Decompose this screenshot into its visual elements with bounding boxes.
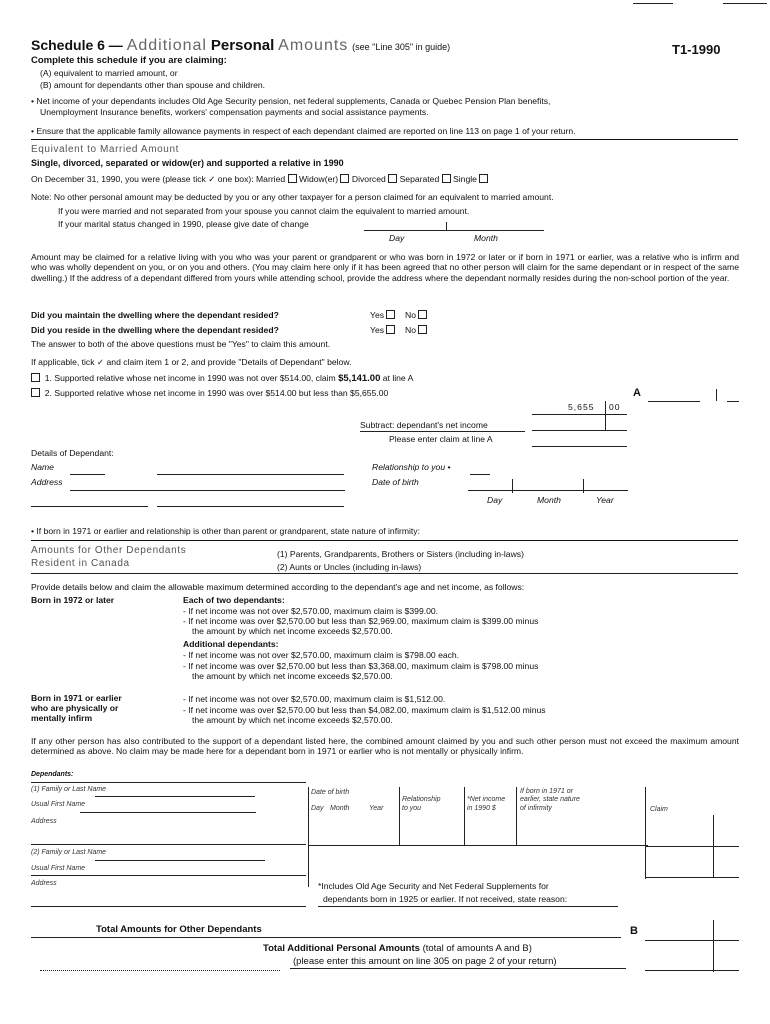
- line-b-label: B: [630, 925, 638, 937]
- dob-year: Year: [596, 495, 614, 505]
- dob-month: Month: [537, 495, 561, 505]
- address-1-label: Address: [31, 818, 57, 825]
- maintain-options: Yes No: [370, 310, 427, 320]
- equivalent-subtitle: Single, divorced, separated or widow(er) and supported a relative in 1990: [31, 158, 344, 168]
- divider: [308, 787, 309, 887]
- complete-heading: Complete this schedule if you are claiming:: [31, 55, 227, 66]
- answer-note: The answer to both of the above questions must be "Yes" to claim this amount.: [31, 339, 331, 349]
- provide-instruction: Provide details below and claim the allowable maximum determined according to the dependant's age and net income, as follows:: [31, 582, 525, 592]
- dob-day: Day: [487, 495, 503, 505]
- claim-1-field[interactable]: [645, 846, 739, 847]
- born-1972-label: Born in 1972 or later: [31, 595, 115, 605]
- question-maintain: Did you maintain the dwelling where the dependant resided?: [31, 310, 279, 320]
- support-paragraph: If any other person has also contributed to the support of a dependant listed here, the combined amount claimed by you and such other person must not exceed the maximum amount determined as above. No claim may be made here for a dependant born in 1971 or earlier who is not mentally or physically infirm.: [31, 736, 739, 756]
- col-claim: Claim: [650, 806, 668, 813]
- name-field[interactable]: [70, 474, 105, 475]
- date-change-field[interactable]: [364, 230, 544, 231]
- divider: [446, 222, 447, 230]
- col-relationship-2: to you: [402, 805, 422, 812]
- rule-3: - If net income was not over $2,570.00, maximum claim is $798.00 each.: [183, 650, 460, 660]
- maintain-no-checkbox[interactable]: [418, 310, 427, 319]
- eligibility-paragraph: Amount may be claimed for a relative living with you who was your parent or grandparent or who was born in 1972 or later or if born in 1971 or earlier, was a relative who is infirm and who was wholly dependent on you, or on you and others. (You may claim here only if it has been agreed that no other person will claim for the same dependant or in respect of the same dwelling.) If the address of a dependant differed from yours while attending school, provide the address where the dependant normally resides during the non-school portion of the year.: [31, 252, 739, 283]
- dob-field[interactable]: [468, 490, 628, 491]
- family-name-1-label: (1) Family or Last Name: [31, 786, 107, 793]
- divider: [31, 139, 738, 140]
- divider: [645, 787, 646, 879]
- each-two-label: Each of two dependants:: [183, 595, 285, 605]
- corner-mark: [723, 3, 767, 4]
- claim-field[interactable]: [532, 446, 627, 447]
- col-net-income-2: in 1990 $: [467, 805, 496, 812]
- family-name-2-label: (2) Family or Last Name: [31, 849, 107, 856]
- details-heading: Details of Dependant:: [31, 448, 114, 458]
- footnote-2: dependants born in 1925 or earlier. If not received, state reason:: [323, 894, 568, 904]
- option-2: (2) Aunts or Uncles (including in-laws): [277, 562, 422, 572]
- divider: [605, 401, 606, 431]
- name-field-2[interactable]: [157, 474, 344, 475]
- question-reside: Did you reside in the dwelling where the dependant resided?: [31, 325, 279, 335]
- corner-mark: [633, 3, 673, 4]
- total-additional-2: (please enter this amount on line 305 on page 2 of your return): [293, 956, 557, 967]
- divider: [716, 389, 717, 401]
- reside-options: Yes No: [370, 325, 427, 335]
- item-2-checkbox[interactable]: [31, 388, 40, 397]
- line-b-field[interactable]: [645, 940, 739, 941]
- name-label: Name: [31, 462, 54, 472]
- divider: [516, 787, 517, 845]
- reside-no-checkbox[interactable]: [418, 325, 427, 334]
- rule-6b: the amount by which net income exceeds $2,570.00.: [192, 715, 393, 725]
- amount-cents: 00: [609, 402, 621, 412]
- divider: [31, 573, 738, 574]
- form-id: T1-1990: [672, 42, 721, 57]
- item-b: (B) amount for dependants other than spouse and children.: [40, 80, 266, 90]
- col-relationship: Relationship: [402, 796, 441, 803]
- applicable-instruction: If applicable, tick ✓ and claim item 1 or 2, and provide "Details of Dependant" below.: [31, 357, 352, 367]
- col-dob: Date of birth: [311, 789, 350, 796]
- divider: [512, 479, 513, 493]
- amount-5655: 5,655: [568, 402, 595, 412]
- born-1971-label: Born in 1971 or earlier: [31, 693, 122, 703]
- marital-status-row: On December 31, 1990, you were (please tick ✓ one box): Married Widow(er) Divorced Separated Single: [31, 174, 488, 184]
- separated-checkbox[interactable]: [442, 174, 451, 183]
- divider: [464, 787, 465, 845]
- reason-field[interactable]: [318, 906, 618, 907]
- divider: [583, 479, 584, 493]
- section-title-equivalent: Equivalent to Married Amount: [31, 144, 179, 155]
- col-net-income: *Net income: [467, 796, 506, 803]
- divider: [713, 920, 714, 972]
- col-infirmity: If born in 1971 or: [520, 788, 573, 795]
- relationship-label: Relationship to you •: [372, 462, 451, 472]
- claim-item-2: 2. Supported relative whose net income in 1990 was over $514.00 but less than $5,655.00: [31, 388, 388, 398]
- address-2-field[interactable]: [31, 906, 306, 907]
- family-name-1-field[interactable]: [95, 796, 255, 797]
- divider: [360, 431, 525, 432]
- rule-2b: the amount by which net income exceeds $2,570.00.: [192, 626, 393, 636]
- rule-1: - If net income was not over $2,570.00, maximum claim is $399.00.: [183, 606, 439, 616]
- family-name-2-field[interactable]: [95, 860, 265, 861]
- col-month: Month: [330, 805, 350, 812]
- single-checkbox[interactable]: [479, 174, 488, 183]
- option-1: (1) Parents, Grandparents, Brothers or Sisters (including in-laws): [277, 549, 524, 559]
- first-name-1-label: Usual First Name: [31, 801, 86, 808]
- section-title-other: Amounts for Other Dependants: [31, 545, 187, 556]
- line-a-field[interactable]: [648, 401, 700, 402]
- address-1-field[interactable]: [31, 844, 306, 845]
- address-field-2[interactable]: [31, 506, 148, 507]
- maintain-yes-checkbox[interactable]: [386, 310, 395, 319]
- item-a: (A) equivalent to married amount, or: [40, 68, 178, 78]
- day-label: Day: [389, 233, 405, 243]
- bullet-net-income: • Net income of your dependants includes Old Age Security pension, net federal supplements, Canada or Quebec Pension Plan benefits,: [31, 96, 551, 106]
- page-title: Schedule 6 — Additional Personal Amounts (see "Line 305" in guide): [31, 37, 451, 54]
- first-name-2-field[interactable]: [31, 875, 306, 876]
- section-title-resident: Resident in Canada: [31, 558, 130, 569]
- total-additional: Total Additional Personal Amounts (total of amounts A and B): [263, 943, 532, 954]
- rule-5: - If net income was not over $2,570.00, maximum claim is $1,512.00.: [183, 694, 446, 704]
- total-other-label: Total Amounts for Other Dependants: [96, 924, 262, 935]
- rule-6: - If net income was over $2,570.00 but less than $4,082.00, maximum claim is $1,512.00 minus: [183, 705, 546, 715]
- divider: [532, 414, 627, 415]
- month-label: Month: [474, 233, 498, 243]
- line-a-label: A: [633, 387, 641, 399]
- col-year: Year: [369, 805, 384, 812]
- col-infirmity-2: earlier, state nature: [520, 796, 580, 803]
- note-1: Note: No other personal amount may be deducted by you or any other taxpayer for a person claimed for an equivalent to married amount.: [31, 192, 554, 202]
- please-enter-label: Please enter claim at line A: [389, 434, 493, 444]
- claim-2-field[interactable]: [645, 877, 739, 878]
- net-income-field[interactable]: [532, 430, 627, 431]
- infirmity-note: • If born in 1971 or earlier and relationship is other than parent or grandparent, state nature of infirmity:: [31, 526, 420, 536]
- divider: [31, 782, 306, 783]
- subtract-label: Subtract: dependant's net income: [360, 420, 488, 430]
- widow-checkbox[interactable]: [340, 174, 349, 183]
- divider: [290, 968, 626, 969]
- note-3: If your marital status changed in 1990, please give date of change: [58, 219, 309, 229]
- item-1-checkbox[interactable]: [31, 373, 40, 382]
- bullet-family-allowance: • Ensure that the applicable family allowance payments in respect of each dependant claimed are reported on line 113 on page 1 of your return.: [31, 126, 576, 136]
- divider: [308, 845, 648, 846]
- married-checkbox[interactable]: [288, 174, 297, 183]
- bullet-net-income-2: Unemployment Insurance benefits, workers' compensation payments and social assistance payments.: [40, 107, 429, 117]
- born-1971-label-3: mentally infirm: [31, 713, 93, 723]
- divider: [40, 970, 280, 971]
- rule-4b: the amount by which net income exceeds $2,570.00.: [192, 671, 393, 681]
- claim-item-1: 1. Supported relative whose net income in 1990 was not over $514.00, claim $5,141.00 at line A: [31, 373, 413, 384]
- additional-label: Additional dependants:: [183, 639, 279, 649]
- divider: [399, 787, 400, 845]
- divider: [31, 540, 738, 541]
- footnote-1: *Includes Old Age Security and Net Federal Supplements for: [318, 881, 549, 891]
- total-field[interactable]: [645, 970, 739, 971]
- note-2: If you were married and not separated from your spouse you cannot claim the equivalent to married amount.: [58, 206, 470, 216]
- first-name-1-field[interactable]: [80, 812, 256, 813]
- reside-yes-checkbox[interactable]: [386, 325, 395, 334]
- dob-label: Date of birth: [372, 477, 419, 487]
- rule-4: - If net income was over $2,570.00 but less than $3,368.00, maximum claim is $798.00 minus: [183, 661, 539, 671]
- col-infirmity-3: of infirmity: [520, 805, 552, 812]
- address-label: Address: [31, 477, 63, 487]
- dependants-label: Dependants:: [31, 771, 74, 778]
- address-field-3[interactable]: [157, 506, 344, 507]
- relationship-field[interactable]: [470, 474, 490, 475]
- divorced-checkbox[interactable]: [388, 174, 397, 183]
- first-name-2-label: Usual First Name: [31, 865, 86, 872]
- born-1971-label-2: who are physically or: [31, 703, 119, 713]
- address-2-label: Address: [31, 880, 57, 887]
- divider: [31, 937, 621, 938]
- address-field[interactable]: [70, 490, 345, 491]
- col-day: Day: [311, 805, 324, 812]
- divider: [727, 401, 739, 402]
- rule-2: - If net income was over $2,570.00 but less than $2,969.00, maximum claim is $399.00 minus: [183, 616, 539, 626]
